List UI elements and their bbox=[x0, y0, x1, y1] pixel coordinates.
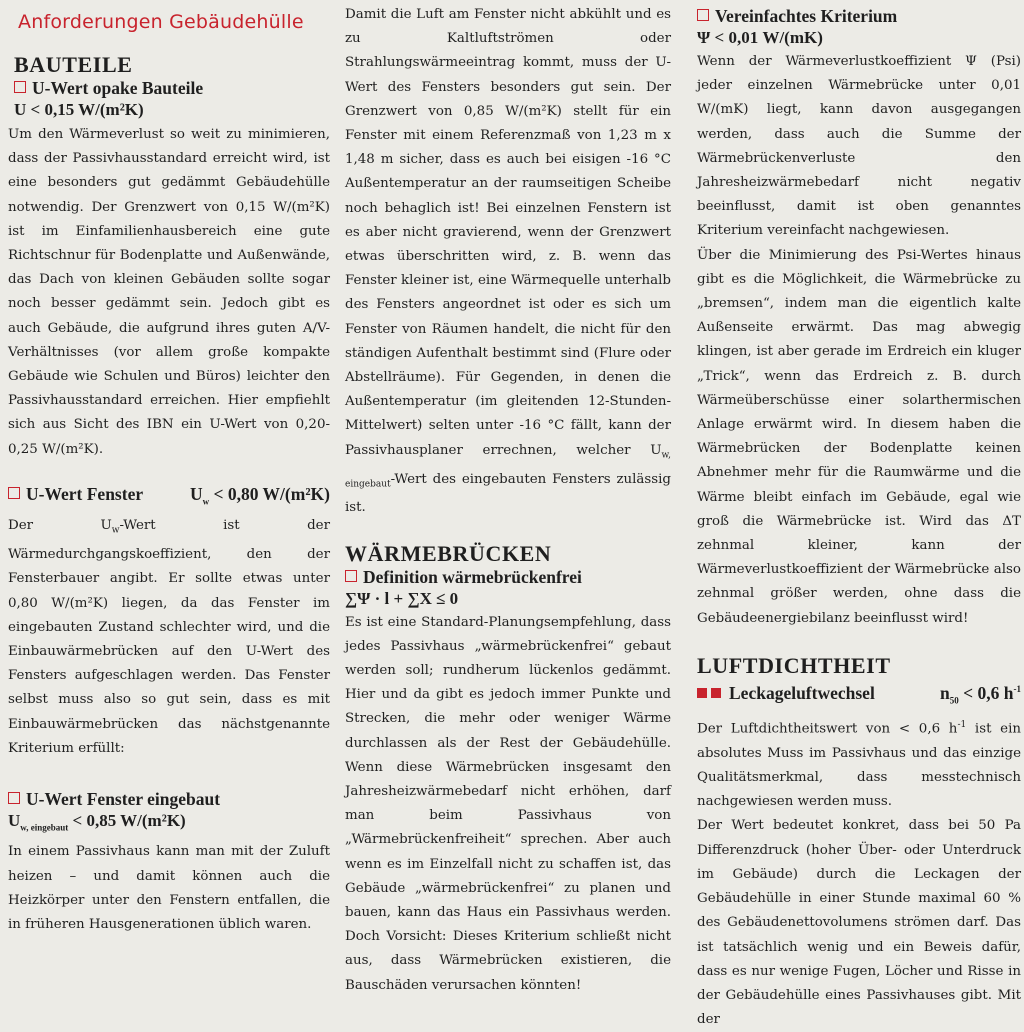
paragraph-opak: Um den Wärmeverlust so weit zu minimieren, dass der Passivhausstandard erreicht wird, ist eine besonders gut gedämmt Gebäudehülle notwendig. Der Grenzwert von 0,15 W/(m²K) ist im Einfamilienhausbereich eine gute Richtschnur für Bodenplatte und Außenwände, das Dach von kleinen Gebäuden sollte sogar noch besser gedämmt sein. Jedoch gibt es auch Gebäude, die aufgrund ihres guten A/V-Verhältnisses (vor allem große kompakte Gebäude wie Schulen und Büros) leichter den Passivhausstandard erreichen. Hier empfiehlt sich aus Sicht des IBN ein U-Wert von 0,20-0,25 W/(m²K). bbox=[8, 127, 330, 457]
paragraph-leckage: Der Luftdichtheitswert von < 0,6 $h^{-1}$ ist ein absolutes Muss im Passivhaus und das einzige Qualitätsmerkmal, dass messtechnisch nachgewiesen werden muss. Der Wert bedeutet konkret, dass bei 50 Pa Differenzdruck (hoher Über- oder Unterdruck im Gebäude) durch die Leckagen der Gebäudehülle in einer Stunde maximal 60 % des Gebäudenettovolumens strömen darf. Das ist tatsächlich wenig und ein Beweis dafür, dass es nur wenige Fugen, Löcher und Risse in der Gebäudehülle eines Passivhauses gibt. Mit der bbox=[697, 720, 1021, 1028]
filled-square-icon bbox=[711, 688, 721, 698]
checkbox-icon bbox=[14, 81, 26, 93]
checkbox-icon bbox=[8, 792, 20, 804]
column-3 bbox=[697, 0, 1021, 1032]
subsection-title-eingebaut: U-Wert Fenster eingebaut bbox=[8, 789, 330, 810]
paragraph-vereinfacht: Wenn der Wärmeverlustkoeffizient Ψ (Psi) jeder einzelnen Wärmebrücke unter 0,01 W/(mK) liegt, kann davon ausgegangen werden, dass auch die Summe der Wärmebrückenverluste den Jahresheizwärmebedarf nicht negativ beeinflusst, damit ist oben genanntes Kriterium vereinfacht nachgewiesen. Über die Minimierung des Psi-Wertes hinaus gibt es die Möglichkeit, die Wärmebrücke zu „bremsen“, indem man die eigentlich kalte Außenseite erwärmt. Das mag abwegig klingen, ist aber gerade im Erdreich ein kluger „Trick“, wenn das Erdreich z. B. durch Wärmeüberschüsse einer solarthermischen Anlage erwärmt wird. In diesem haben die Wärmebrücken der Bodenplatte keinen Abnehmer mehr für die Raumwärme und die Wärme bleibt einfach im Gebäude, egal wie groß die Wärmebrücke ist. Wird das ΔT zehnmal kleiner, kann der Wärmeverlustkoeffizient der Wärmebrücke also zehnmal größer werden, ohne dass die Gebäudeenergiebilanz beeinflusst wird! bbox=[697, 54, 1021, 626]
checkbox-icon bbox=[345, 570, 357, 582]
criterion-leckage: $n_{50} < 0,6$ $h^{-1}$ bbox=[940, 682, 1021, 706]
section-heading-bauteile: BAUTEILE bbox=[14, 52, 133, 77]
section-heading-luftdichtheit: LUFTDICHTHEIT bbox=[697, 652, 891, 678]
paragraph-fenster: Der $U_w$-Wert ist der Wärmedurchgangskoeffizient, den der Fensterbauer angibt. Er sollte etwas unter 0,80 W/(m²K) liegen, da das Fenster im eingebauten Zustand schlechter wird, und die Einbauwärmebrücken auf den U-Wert des Fensters aufgeschlagen werden. Das Fenster selbst muss also so gut sein, dass es mit Einbauwärmebrücken das nächstgenannte Kriterium erfüllt: bbox=[8, 518, 330, 756]
filled-square-icon bbox=[697, 688, 707, 698]
criterion-opak: U < 0,15 W/(m²K) bbox=[14, 100, 144, 119]
subsection-title-vereinfacht: Vereinfachtes Kriterium bbox=[697, 6, 1021, 27]
criterion-eingebaut: $U_{w, eingebaut} < 0,85$ W/(m²K) bbox=[8, 811, 186, 833]
checkbox-icon bbox=[697, 9, 709, 21]
column-2 bbox=[345, 0, 671, 998]
criterion-fenster: $U_w < 0,80$ W/(m²K) bbox=[190, 483, 330, 507]
subsection-title-opak: U-Wert opake Bauteile bbox=[14, 78, 330, 99]
paragraph-definition: Es ist eine Standard-Planungsempfehlung, dass jedes Passivhaus „wärmebrückenfrei“ gebaut werden soll; rundherum lückenlos gedämmt. Hier und da gibt es jedoch immer Punkte und Strecken, die mehr oder weniger Wärme durchlassen als der Rest der Gebäudehülle. Wenn diese Wärmebrücken insgesamt den Jahresheizwärmebedarf nicht erhöhen, darf man beim Passivhaus von „Wärmebrückenfreiheit“ sprechen. Aber auch wenn es im Einzelfall nicht zu schaffen ist, das Gebäude „wärmebrückenfrei“ zu planen und bauen, kann das Haus ein Passivhaus werden. Doch Vorsicht: Dieses Kriterium schließt nicht aus, dass Wärmebrücken existieren, die Bauschäden verursachen könnten! bbox=[345, 614, 671, 993]
text-eingebaut-a: In einem Passivhaus kann man mit der Zuluft heizen – und damit können auch die Heizkörper unter den Fenstern entfallen, die in früheren Hausgenerationen üblich waren. bbox=[8, 844, 330, 933]
checkbox-icon bbox=[8, 487, 20, 499]
page-title: Anforderungen Gebäudehülle bbox=[18, 11, 304, 33]
text-eingebaut-a-continued: Damit die Luft am Fenster nicht abkühlt und es zu Kaltluftströmen oder Strahlungswärmeeintrag kommt, muss der U-Wert des Fensters besonders gut sein. Der Grenzwert von 0,85 W/(m²K) stellt für ein Fenster mit einem Referenzmaß von 1,23 m x 1,48 m sicher, dass es auch bei eisigen -16 °C Außentemperatur an der raumseitigen Scheibe noch behaglich ist! Bei einzelnen Fenstern ist es aber nicht gravierend, wenn der Grenzwert etwas überschritten wird, z. B. wenn das Fenster kleiner ist, eine Wärmequelle unterhalb des Fensters angeordnet ist oder es sich um Fenster von Räumen handelt, die nicht für den ständigen Aufenthalt bestimmt sind (Flure oder Abstellräume). Für Gegenden, in denen die Außentemperatur (im gleitenden 12-Stunden-Mittelwert) selten unter -16 °C fällt, kann der Passivhausplaner errechnen, welcher U bbox=[345, 7, 671, 458]
criterion-vereinfacht: Ψ < 0,01 W/(mK) bbox=[697, 28, 823, 47]
paragraph-eingebaut-part-2: Damit die Luft am Fenster nicht abkühlt und es zu Kaltluftströmen oder Strahlungswärmeeintrag kommt, muss der U-Wert des Fensters besonders gut sein. Der Grenzwert von 0,85 W/(m²K) stellt für ein Fenster mit einem Referenzmaß von 1,23 m x 1,48 m sicher, dass es auch bei eisigen -16 °C Außentemperatur an der raumseitigen Scheibe noch behaglich ist! Bei einzelnen Fenstern ist es aber nicht gravierend, wenn der Grenzwert etwas überschritten wird, z. B. wenn das Fenster kleiner ist, eine Wärmequelle unterhalb des Fensters angeordnet ist oder es sich um Fenster von Räumen handelt, die nicht für den ständigen Aufenthalt bestimmt sind (Flure oder Abstellräume). Für Gegenden, in denen die Außentemperatur (im gleitenden 12-Stunden-Mittelwert) selten unter -16 °C fällt, kann der Passivhausplaner errechnen, welcher $U_{w, eingebaut}$-Wert des eingebauten Fensters zulässig ist. bbox=[345, 7, 671, 516]
column-1 bbox=[8, 0, 330, 937]
paragraph-eingebaut-part-1 bbox=[8, 840, 330, 937]
subsection-title-leckage: Leckageluftwechsel $n_{50} < 0,6$ $h^{-1}$ bbox=[697, 679, 1021, 711]
criterion-definition: ∑Ψ · l + ∑Χ ≤ 0 bbox=[345, 588, 459, 608]
subsection-title-fenster: U-Wert Fenster $U_w < 0,80$ W/(m²K) bbox=[8, 484, 330, 513]
section-heading-waermebruecken: WÄRMEBRÜCKEN bbox=[345, 540, 552, 566]
subsection-title-definition: Definition wärmebrückenfrei bbox=[345, 567, 671, 588]
